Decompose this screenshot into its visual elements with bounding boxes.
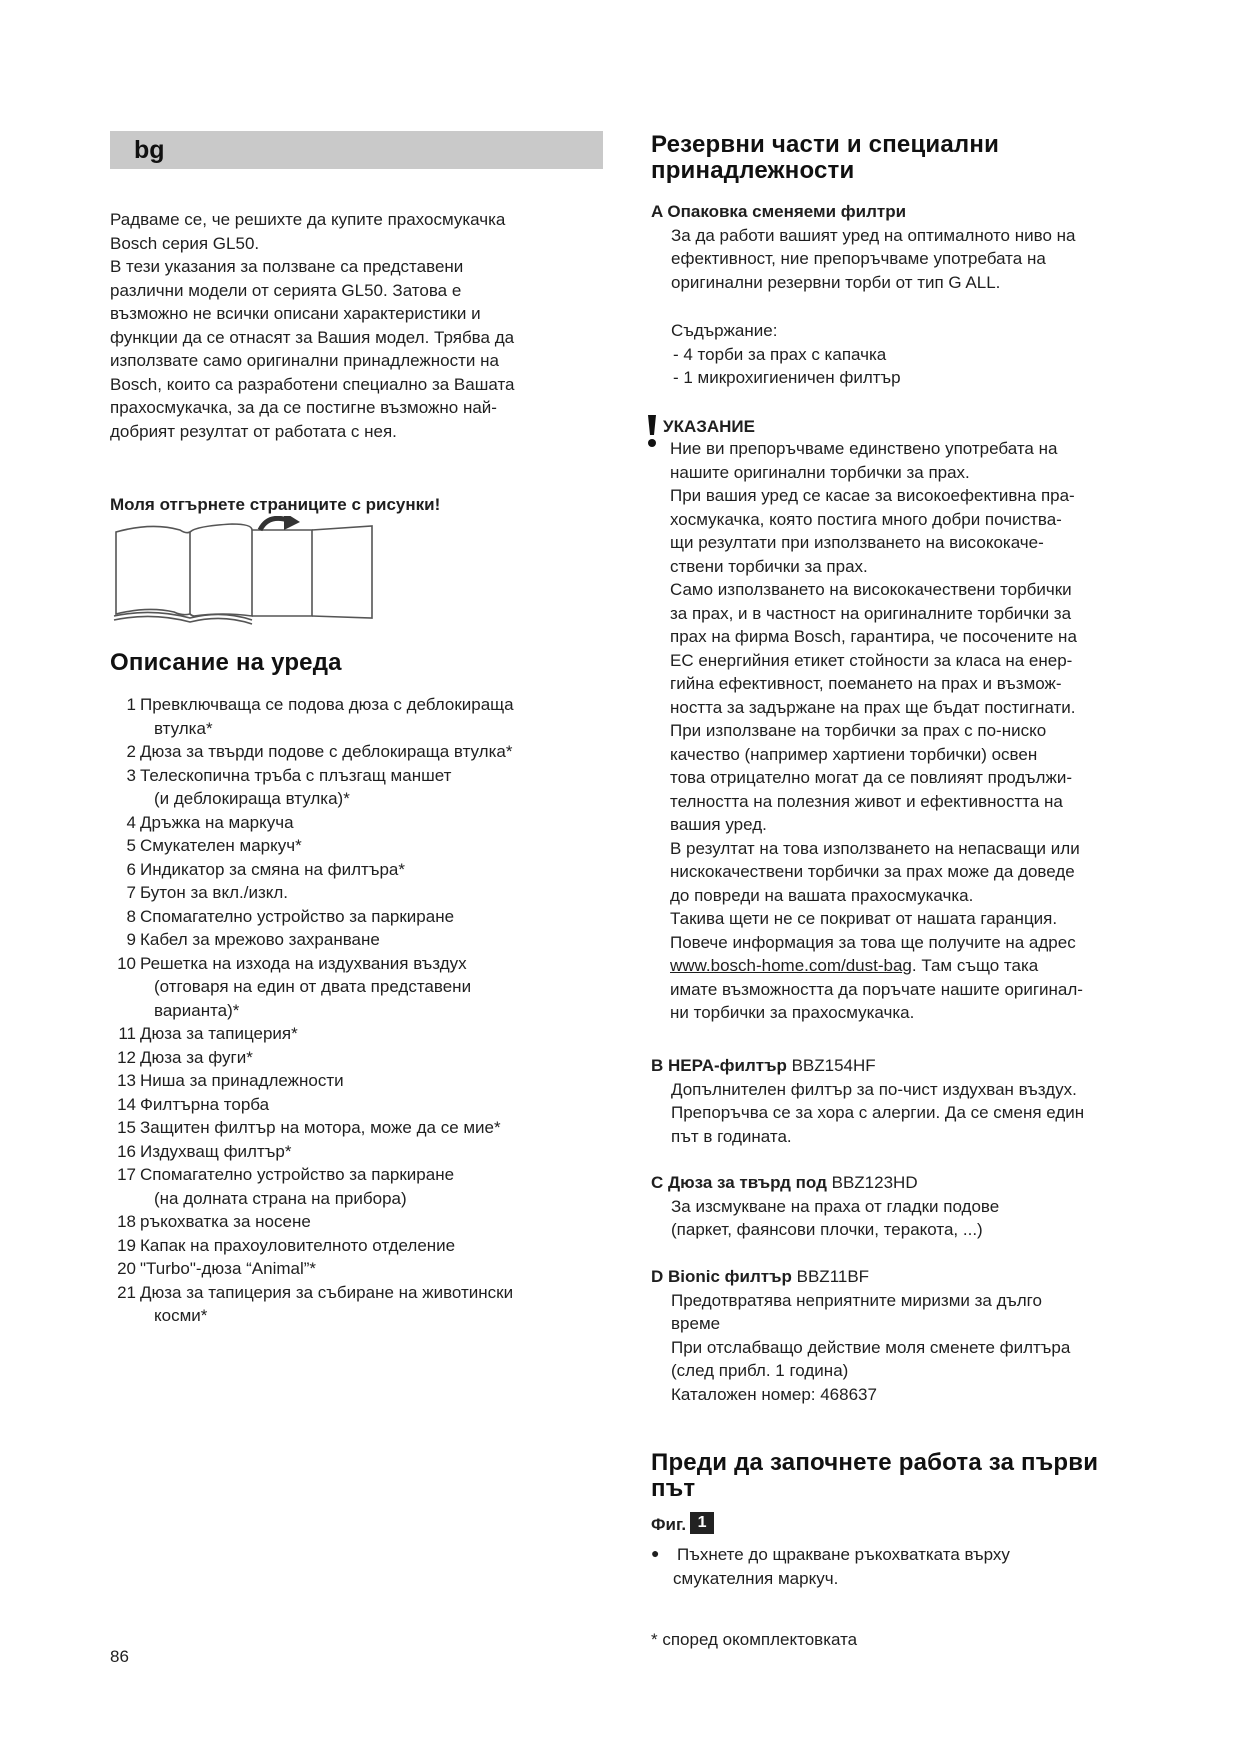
note-line: При използване на торбички за прах с по-ниско <box>670 721 1047 740</box>
item-text: Решетка на изхода на издухвания въздух <box>140 953 467 973</box>
list-item <box>110 952 590 1023</box>
note-line: прах на фирма Bosch, гарантира, че посочените на <box>670 627 1077 646</box>
item-text: Дръжка на маркуча <box>140 812 294 832</box>
figure-label: Фиг. <box>651 1515 687 1534</box>
contents-item: - 4 торби за прах с капачка <box>673 344 887 364</box>
item-text: Ниша за принадлежности <box>140 1071 344 1090</box>
list-item <box>110 1116 590 1140</box>
list-item <box>110 1093 590 1117</box>
note-line: В резултат на това използването на непасващи или <box>670 838 1080 858</box>
item-text: Филтърна торба <box>140 1094 270 1114</box>
list-item <box>110 1163 590 1210</box>
contents-label: Съдържание: <box>671 321 778 340</box>
intro-line: Радваме се, че решихте да купите прахосмукачка <box>110 210 506 229</box>
note-line: нашите оригинални торбички за прах. <box>670 462 970 482</box>
item-text: Дюза за тапицерия* <box>140 1024 298 1043</box>
description-heading: Описание на уреда <box>110 649 342 676</box>
list-item <box>110 1046 590 1070</box>
note-line: ствени торбички за прах. <box>670 556 868 576</box>
note-line-tail: . Там също така <box>911 956 1039 975</box>
heading-line: път <box>651 1475 696 1502</box>
footnote: * според окомплектовката <box>651 1630 858 1649</box>
item-text: Дюза за фуги* <box>140 1047 253 1067</box>
note-line: нискокачествени торбички за прах може да доведе <box>670 862 1075 881</box>
spare-parts-heading <box>651 132 1131 184</box>
item-text: Спомагателно устройство за паркиране <box>140 906 455 926</box>
fold-out-book-illustration <box>112 516 392 634</box>
item-text: Превключваща се подова дюза с деблокираща <box>140 695 514 714</box>
bullet-line: смукателния маркуч. <box>673 1568 839 1588</box>
section-d-line: (след прибл. 1 година) <box>671 1361 849 1380</box>
item-number: 20 <box>117 1259 136 1278</box>
item-text: Индикатор за смяна на филтъра* <box>140 859 405 879</box>
bullet-icon: ● <box>651 1545 660 1561</box>
note-line: Такива щети не се покриват от нашата гаранция. <box>670 909 1058 928</box>
note-line: Ние ви препоръчваме единствено употребата на <box>670 439 1058 458</box>
note-line: качество (например хартиени торбички) освен <box>670 744 1038 764</box>
list-item <box>110 881 590 905</box>
list-item <box>110 905 590 929</box>
item-number: 5 <box>126 836 136 855</box>
list-item <box>110 1140 590 1164</box>
item-number: 3 <box>126 765 136 785</box>
exclamation-icon <box>645 413 659 454</box>
list-item <box>110 858 590 882</box>
item-number: 8 <box>126 906 136 926</box>
intro-line: възможно не всички описани характеристики и <box>110 304 481 323</box>
item-number: 1 <box>126 695 136 714</box>
parts-list <box>110 693 590 1328</box>
item-text: Издухващ филтър* <box>140 1141 292 1161</box>
item-text-cont: варианта)* <box>154 1000 240 1020</box>
first-use-heading <box>651 1450 1131 1502</box>
item-text: "Turbo"-дюза “Animal”* <box>140 1259 317 1278</box>
section-a <box>651 200 1131 390</box>
list-item <box>110 693 590 740</box>
item-text: Защитен филтър на мотора, може да се мие* <box>140 1118 501 1137</box>
list-item <box>110 928 590 952</box>
section-d-title: D Bionic филтър <box>651 1267 792 1286</box>
section-d-line: време <box>671 1314 721 1333</box>
note-line: имате възможността да поръчате нашите оригинал- <box>670 979 1083 999</box>
note-line: до повреди на вашата прахосмукачка. <box>670 885 974 905</box>
intro-line: Bosch, които са разработени специално за Вашата <box>110 374 515 394</box>
list-item <box>110 811 590 835</box>
note-line: това отрицателно могат да се повлияят продължи- <box>670 768 1073 787</box>
section-d-line: Каталожен номер: 468637 <box>671 1384 877 1404</box>
language-code: bg <box>134 136 165 164</box>
item-text-cont: (отговаря на един от двата представени <box>154 977 472 996</box>
bullet-line: Пъхнете до щракване ръкохватката върху <box>677 1545 1010 1564</box>
note-line: за прах, и в частност на оригиналните торбички за <box>670 603 1072 623</box>
item-number: 17 <box>117 1165 136 1184</box>
note-line: Повече информация за това ще получите на адрес <box>670 932 1076 952</box>
intro-line: В тези указания за ползване са представени <box>110 257 464 276</box>
note-line: хосмукачка, която постига много добри почиства- <box>670 509 1062 529</box>
item-number: 12 <box>117 1047 136 1067</box>
item-number: 9 <box>126 930 136 949</box>
item-text: Капак на прахоуловителното отделение <box>140 1235 456 1255</box>
section-b-line: Препоръчва се за хора с алергии. Да се сменя един <box>671 1103 1085 1122</box>
intro-line: прахосмукачка, за да се постигне възможно най- <box>110 398 497 417</box>
item-text-cont: (и деблокираща втулка)* <box>154 789 350 808</box>
item-number: 11 <box>118 1024 136 1043</box>
note-line: ността за задържане на прах ще бъдат постигнати. <box>670 697 1076 717</box>
intro-paragraph <box>110 208 580 443</box>
section-a-line: ефективност, ние препоръчваме употребата на <box>671 249 1046 268</box>
figure-reference <box>651 1512 1131 1537</box>
note-line: При вашия уред се касае за високоефективна пра- <box>670 486 1075 505</box>
heading-line: Резервни части и специални <box>651 131 1000 158</box>
list-item <box>110 740 590 764</box>
fold-out-note: Моля отгърнете страниците с рисунки! <box>110 495 441 514</box>
item-number: 14 <box>117 1094 136 1114</box>
item-text: Телескопична тръба с плъзгащ маншет <box>140 765 452 785</box>
item-text: ръкохватка за носене <box>140 1212 311 1231</box>
section-c-line: За изсмукване на праха от гладки подове <box>671 1196 1000 1216</box>
section-c-title: C Дюза за твърд под <box>651 1173 827 1192</box>
section-b-code: BBZ154HF <box>786 1056 876 1075</box>
list-item <box>110 764 590 811</box>
item-number: 6 <box>126 859 136 879</box>
section-d-line: Предотвратява неприятните миризми за дълго <box>671 1290 1042 1310</box>
note-line: щи резултати при използването на висококаче- <box>670 533 1044 552</box>
item-number: 15 <box>117 1118 136 1137</box>
item-text: Кабел за мрежово захранване <box>140 930 380 949</box>
list-item <box>110 1281 590 1328</box>
section-d <box>651 1265 1131 1406</box>
heading-line: Преди да започнете работа за първи <box>651 1449 1099 1476</box>
section-c-line: (паркет, фаянсови плочки, теракота, ...) <box>671 1220 983 1239</box>
item-text: Смукателен маркуч* <box>140 836 302 855</box>
section-a-line: оригинални резервни торби от тип G ALL. <box>671 272 1001 292</box>
heading-line: принадлежности <box>651 157 855 184</box>
note-line: гийна ефективност, поемането на прах и възмож- <box>670 674 1062 693</box>
item-text: Дюза за твърди подове с деблокираща втулка* <box>140 742 513 761</box>
item-text-cont: втулка* <box>154 718 213 738</box>
section-b <box>651 1054 1131 1148</box>
intro-line: Bosch серия GL50. <box>110 233 260 253</box>
list-item <box>110 1022 590 1046</box>
item-number: 21 <box>117 1282 136 1302</box>
item-number: 2 <box>126 742 136 761</box>
section-b-line: път в годината. <box>671 1126 792 1146</box>
item-text: Дюза за тапицерия за събиране на животински <box>140 1282 514 1302</box>
dust-bag-link[interactable]: www.bosch-home.com/dust-bag <box>670 956 912 975</box>
item-number: 7 <box>126 883 136 902</box>
item-number: 10 <box>117 953 136 973</box>
list-item <box>110 1257 590 1281</box>
note-line: Само използването на висококачествени торбички <box>670 580 1072 599</box>
item-text-cont: косми* <box>154 1306 208 1325</box>
section-b-line: Допълнителен филтър за по-чист издухван въздух. <box>671 1079 1077 1099</box>
intro-line: използвате само оригинални принадлежности на <box>110 351 499 370</box>
item-number: 13 <box>117 1071 136 1090</box>
list-item <box>110 834 590 858</box>
section-a-title: A Опаковка сменяеми филтри <box>651 202 907 221</box>
note-title: УКАЗАНИЕ <box>663 417 755 436</box>
section-c <box>651 1171 1131 1242</box>
note-line: телността на полезния живот и ефективността на <box>670 791 1063 811</box>
item-text-cont: (на долната страна на прибора) <box>154 1188 407 1208</box>
intro-line: добрият резултат от работата с нея. <box>110 421 397 441</box>
contents-item: - 1 микрохигиеничен филтър <box>673 368 901 387</box>
section-d-code: BBZ11BF <box>791 1267 870 1286</box>
intro-line: различни модели от серията GL50. Затова е <box>110 280 462 300</box>
instruction-bullet <box>651 1543 1131 1590</box>
item-text: Бутон за вкл./изкл. <box>140 883 289 902</box>
note-line: вашия уред. <box>670 815 767 834</box>
list-item <box>110 1210 590 1234</box>
note-line: ни торбички за прахосмукачка. <box>670 1003 915 1022</box>
item-text: Спомагателно устройство за паркиране <box>140 1165 455 1184</box>
list-item <box>110 1069 590 1093</box>
item-number: 19 <box>117 1235 136 1255</box>
section-d-line: При отслабващо действие моля сменете филтъра <box>671 1337 1071 1357</box>
section-b-title: B HEPA-филтър <box>651 1056 787 1075</box>
item-number: 16 <box>117 1141 136 1161</box>
item-number: 4 <box>126 812 136 832</box>
figure-number-badge: 1 <box>690 1512 714 1534</box>
list-item <box>110 1234 590 1258</box>
note-line: ЕС енергийния етикет стойности за класа на енер- <box>670 650 1073 670</box>
page-number: 86 <box>110 1647 129 1666</box>
item-number: 18 <box>117 1212 136 1231</box>
intro-line: функции да се отнасят за Вашия модел. Трябва да <box>110 327 515 347</box>
section-c-code: BBZ123HD <box>826 1173 918 1192</box>
language-bar <box>110 131 603 169</box>
section-a-line: За да работи вашият уред на оптималното ниво на <box>671 225 1076 245</box>
